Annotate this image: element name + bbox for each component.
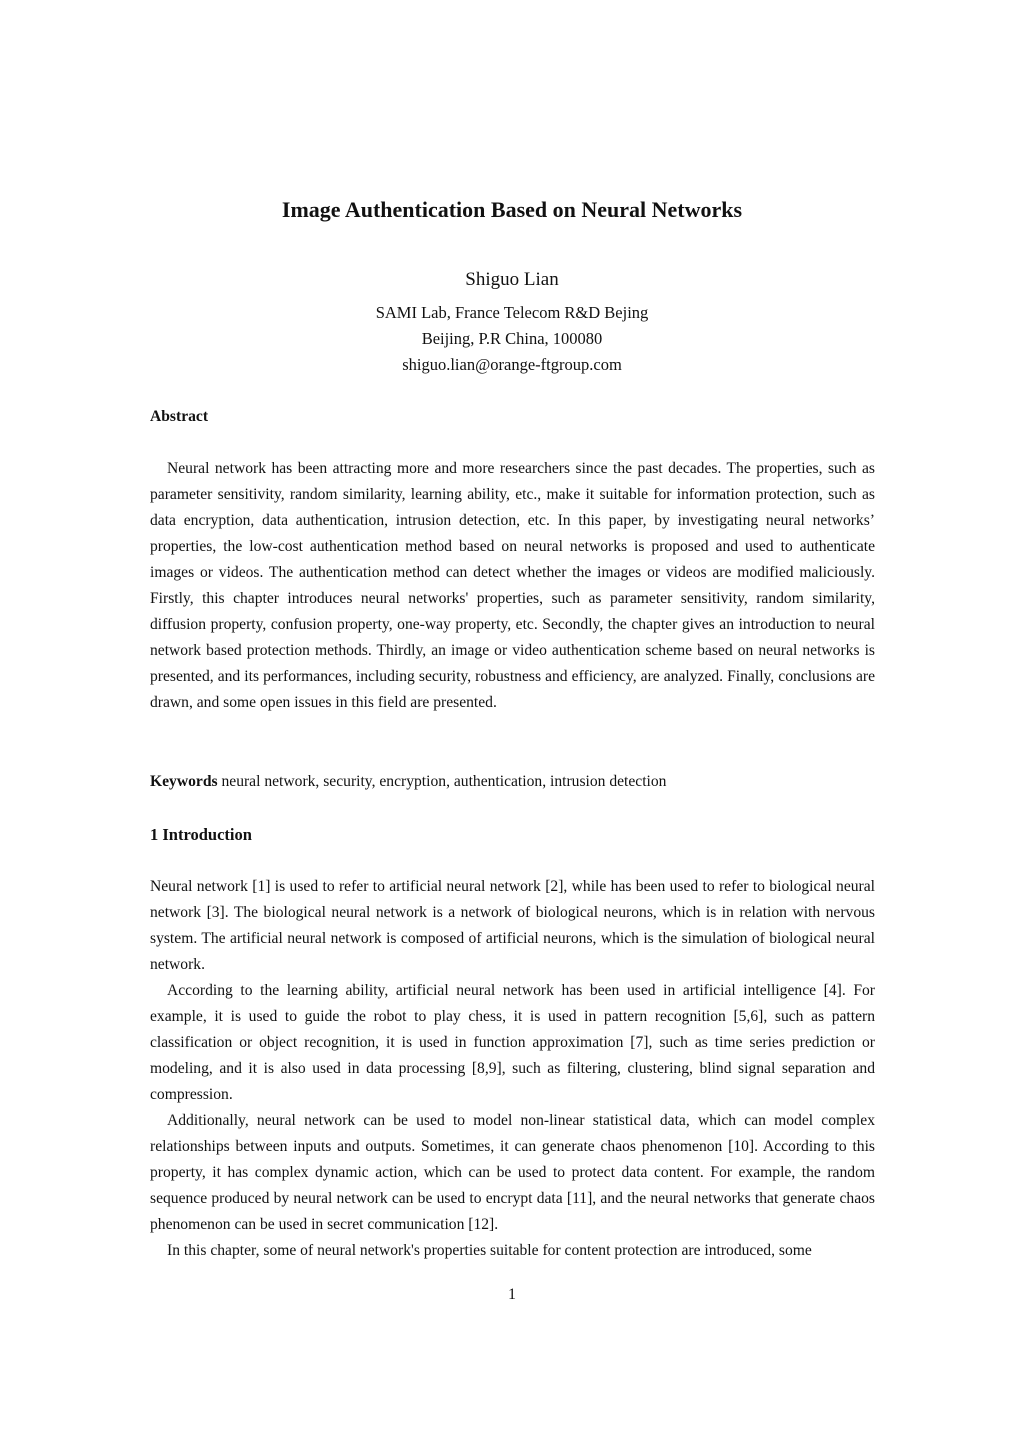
page-number: 1	[508, 1286, 516, 1303]
author-name: Shiguo Lian	[465, 269, 559, 290]
keywords-label: Keywords	[150, 773, 218, 790]
abstract-body	[150, 456, 875, 716]
keywords-paragraph	[150, 769, 875, 795]
intro-paragraph-2: According to the learning ability, artificial neural network has been used in artificial intelligence [4]. For example, it is used to guide the robot to play chess, it is used in pattern recognition [5,6], such as pattern classification or object recognition, it is used in function approximation [7], such as time series prediction or modeling, and it is also used in data processing [8,9], such as filtering, clustering, blind signal separation and compression.	[150, 982, 875, 1103]
abstract-paragraph: Neural network has been attracting more and more researchers since the past decades. The properties, such as parameter sensitivity, random similarity, learning ability, etc., make it suitable for information protection, such as data encryption, data authentication, intrusion detection, etc. In this paper, by investigating neural networks’ properties, the low-cost authentication method based on neural networks is proposed and used to authenticate images or videos. The authentication method can detect whether the images or videos are modified maliciously. Firstly, this chapter introduces neural networks' properties, such as parameter sensitivity, random similarity, diffusion property, confusion property, one-way property, etc. Secondly, the chapter gives an introduction to neural network based protection methods. Thirdly, an image or video authentication scheme based on neural networks is presented, and its performances, including security, robustness and efficiency, are analyzed. Finally, conclusions are drawn, and some open issues in this field are presented.	[150, 460, 875, 711]
keywords-text: neural network, security, encryption, authentication, intrusion detection	[217, 773, 667, 790]
keywords-line	[150, 769, 875, 795]
section-heading-introduction: 1 Introduction	[150, 825, 252, 844]
intro-paragraph-4: In this chapter, some of neural network's properties suitable for content protection are introduced, some	[167, 1242, 812, 1259]
affiliation-lab: SAMI Lab, France Telecom R&D Bejing	[375, 303, 649, 322]
introduction-body	[150, 874, 875, 1264]
intro-paragraph-3: Additionally, neural network can be used to model non-linear statistical data, which can model complex relationships between inputs and outputs. Sometimes, it can generate chaos phenomenon [10]. According to this property, it has complex dynamic action, which can be used to protect data content. For example, the random sequence produced by neural network can be used to encrypt data [11], and the neural networks that generate chaos phenomenon can be used in secret communication [12].	[150, 1112, 875, 1233]
intro-paragraph-1: Neural network [1] is used to refer to artificial neural network [2], while has been used to refer to biological neural network [3]. The biological neural network is a network of biological neurons, which is in relation with nervous system. The artificial neural network is composed of artificial neurons, which is the simulation of biological neural network.	[150, 878, 875, 973]
abstract-heading: Abstract	[150, 408, 209, 425]
affiliation-address: Beijing, P.R China, 100080	[421, 329, 603, 348]
paper-title: Image Authentication Based on Neural Networks	[281, 197, 743, 222]
author-email: shiguo.lian@orange-ftgroup.com	[402, 355, 622, 374]
